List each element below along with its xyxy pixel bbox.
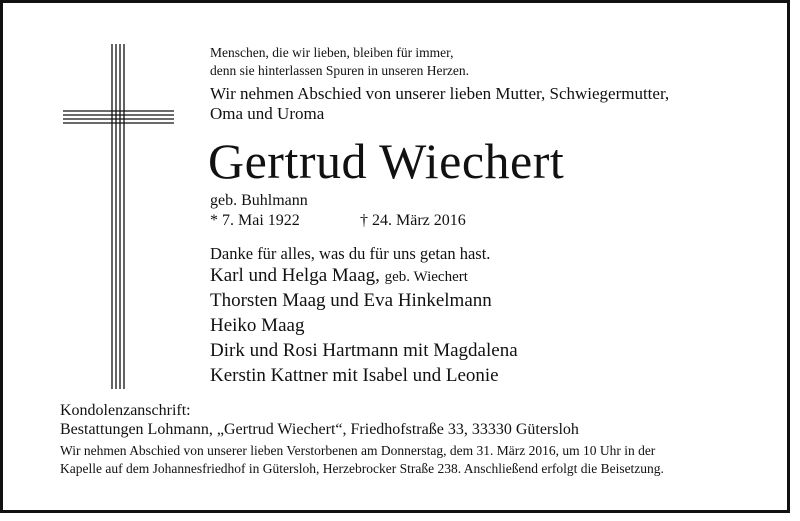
quote-line: denn sie hinterlassen Spuren in unseren Herzen. [210, 63, 470, 78]
mourner-name: Karl und Helga Maag, [210, 265, 380, 286]
birth-name: geb. Buhlmann [210, 192, 308, 209]
farewell-intro [210, 84, 669, 124]
deceased-name: Gertrud Wiechert [208, 133, 565, 189]
mourner-line: Dirk und Rosi Hartmann mit Magdalena [210, 340, 518, 361]
funeral-note-line: Wir nehmen Abschied von unserer lieben Verstorbenen am Donnerstag, dem 31. März 2016, um 10 Uhr in der [60, 443, 656, 458]
death-date: † 24. März 2016 [360, 212, 466, 229]
mourner-line: Kerstin Kattner mit Isabel und Leonie [210, 365, 499, 386]
thanks-line: Danke für alles, was du für uns getan hast. [210, 244, 491, 263]
quote-line: Menschen, die wir lieben, bleiben für immer, [210, 45, 454, 60]
birth-date: * 7. Mai 1922 [210, 212, 300, 229]
funeral-note [60, 442, 750, 478]
intro-line: Wir nehmen Abschied von unserer lieben Mutter, Schwiegermutter, [210, 84, 670, 103]
memorial-quote [210, 44, 469, 80]
condolence-address: Bestattungen Lohmann, „Gertrud Wiechert“, Friedhofstraße 33, 33330 Gütersloh [60, 421, 579, 438]
funeral-note-line: Kapelle auf dem Johannesfriedhof in Gütersloh, Herzebrocker Straße 238. Anschließend erfolgt die Beisetzung. [60, 461, 664, 476]
mourner-line [210, 264, 468, 289]
mourner-note: geb. Wiechert [384, 269, 468, 285]
mourner-line: Heiko Maag [210, 315, 305, 336]
intro-line: Oma und Uroma [210, 104, 325, 123]
mourner-line: Thorsten Maag und Eva Hinkelmann [210, 290, 492, 311]
condolence-label: Kondolenzanschrift: [60, 402, 191, 419]
